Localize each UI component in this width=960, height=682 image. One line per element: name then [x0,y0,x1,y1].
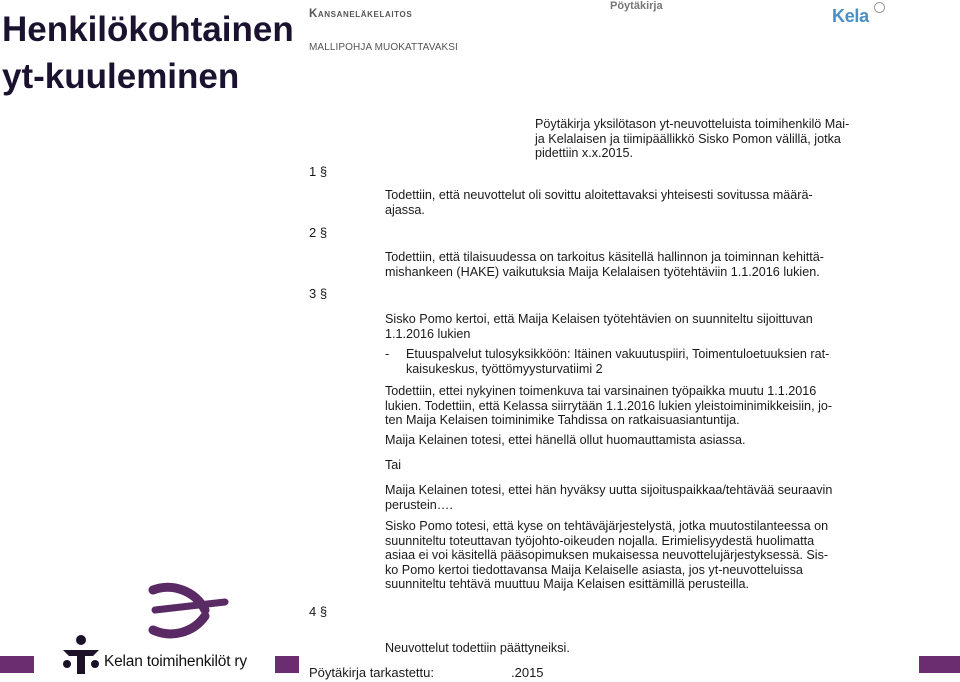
section-line: 1.1.2016 lukien [385,326,471,341]
intro-line: ja Kelalaisen ja tiimipäällikkö Sisko Pomon välillä, jotka [535,131,841,146]
section-line: Todettiin, että tilaisuudessa on tarkoitus käsitellä hallinnon ja toiminnan kehittä- [385,250,824,264]
section-1-text [385,188,885,217]
section-3-paragraph-1 [385,312,885,341]
section-number-3: 3 § [309,286,328,301]
kela-logo [832,2,888,28]
section-3-paragraph-3: Maija Kelainen totesi, ettei hänellä ollut huomauttamista asiassa. [385,433,746,447]
section-line: suunniteltu tehtävä muuttuu Maija Kelaisen esittämillä perusteilla. [385,577,750,592]
section-line: Etuuspalvelut tulosyksikköön: Itäinen vakuutuspiiri, Toimentuloetuuksien rat- [406,347,830,361]
section-3-paragraph-2 [385,384,885,428]
kela-logo-text: Kela [832,6,869,26]
section-2-text [385,250,885,279]
slide-title [2,6,302,100]
intro-line: Pöytäkirja yksilötason yt-neuvotteluista toimihenkilö Mai- [535,117,850,131]
section-line: Sisko Pomo kertoi, että Maija Kelaisen työtehtävien on suunniteltu sijoittuvan [385,312,813,326]
section-line: ko Pomo kertoi tiedottavansa Maija Kelaiselle asiasta, jos yt-neuvotteluissa [385,562,803,577]
section-line: Maija Kelainen totesi, ettei hän hyväksy uutta sijoituspaikkaa/tehtävää seuraavin [385,483,833,497]
footer-year: .2015 [511,665,544,680]
kela-logo-mark-icon [874,2,885,13]
document-subtitle: MALLIPOHJA MUOKATTAVAKSI [309,42,458,53]
accent-bar-left [0,656,34,673]
slide-title-line-2: yt-kuuleminen [2,57,240,96]
footer-checked-label: Pöytäkirja tarkastettu: [309,665,434,680]
section-line: Todettiin, että neuvottelut oli sovittu aloitettavaksi yhteisesti sovitussa määrä- [385,188,813,202]
section-3-paragraph-4: Tai [385,458,402,472]
section-line: Todettiin, ettei nykyinen toimenkuva tai varsinainen työpaikka muutu 1.1.2016 [385,384,817,398]
section-4-text [385,641,885,656]
section-3-paragraph-5 [385,483,885,512]
section-3-paragraph-6 [385,519,885,592]
bullet-dash: - [385,347,390,361]
organization-name: Kelan toimihenkilöt ry [104,653,247,670]
section-line: kaisukeskus, työttömyysturvatiimi 2 [406,361,603,376]
slide-title-line-1: Henkilökohtainen [2,10,294,49]
section-line: perustein…. [385,497,453,512]
intro-line: pidettiin x.x.2015. [535,146,634,161]
document-type: Pöytäkirja [610,0,663,12]
section-line: Neuvottelut todettiin päättyneiksi. [385,641,570,655]
section-number-2: 2 § [309,225,328,240]
document-intro [535,117,887,161]
section-number-4: 4 § [309,604,328,619]
section-line: lukien. Todettiin, että Kelassa siirrytään 1.1.2016 lukien yleistoiminimikkeisiin, jo- [385,398,833,413]
bullet-text [406,347,884,376]
section-line: mishankeen (HAKE) vaikutuksia Maija Kelalaisen työtehtäviin 1.1.2016 lukien. [385,264,820,279]
section-line: Sisko Pomo totesi, että kyse on tehtäväjärjestelystä, jotka muutostilanteessa on [385,519,829,533]
section-line: ajassa. [385,202,425,217]
section-line: suunniteltu toteuttavan työjohto-oikeuden nojalla. Erimielisyydestä huolimatta [385,533,815,548]
document-organization: Kansaneläkelaitos [309,8,413,20]
accent-bar-right [919,656,960,673]
section-line: asiaa ei voi käsitellä pääsopimuksen mukaisessa neuvottelujärjestyksessä. Sis- [385,548,829,563]
section-line: ten Maija Kelaisen toiminimike Tahdissa on ratkaisuasiantuntija. [385,413,740,428]
section-number-1: 1 § [309,164,328,179]
